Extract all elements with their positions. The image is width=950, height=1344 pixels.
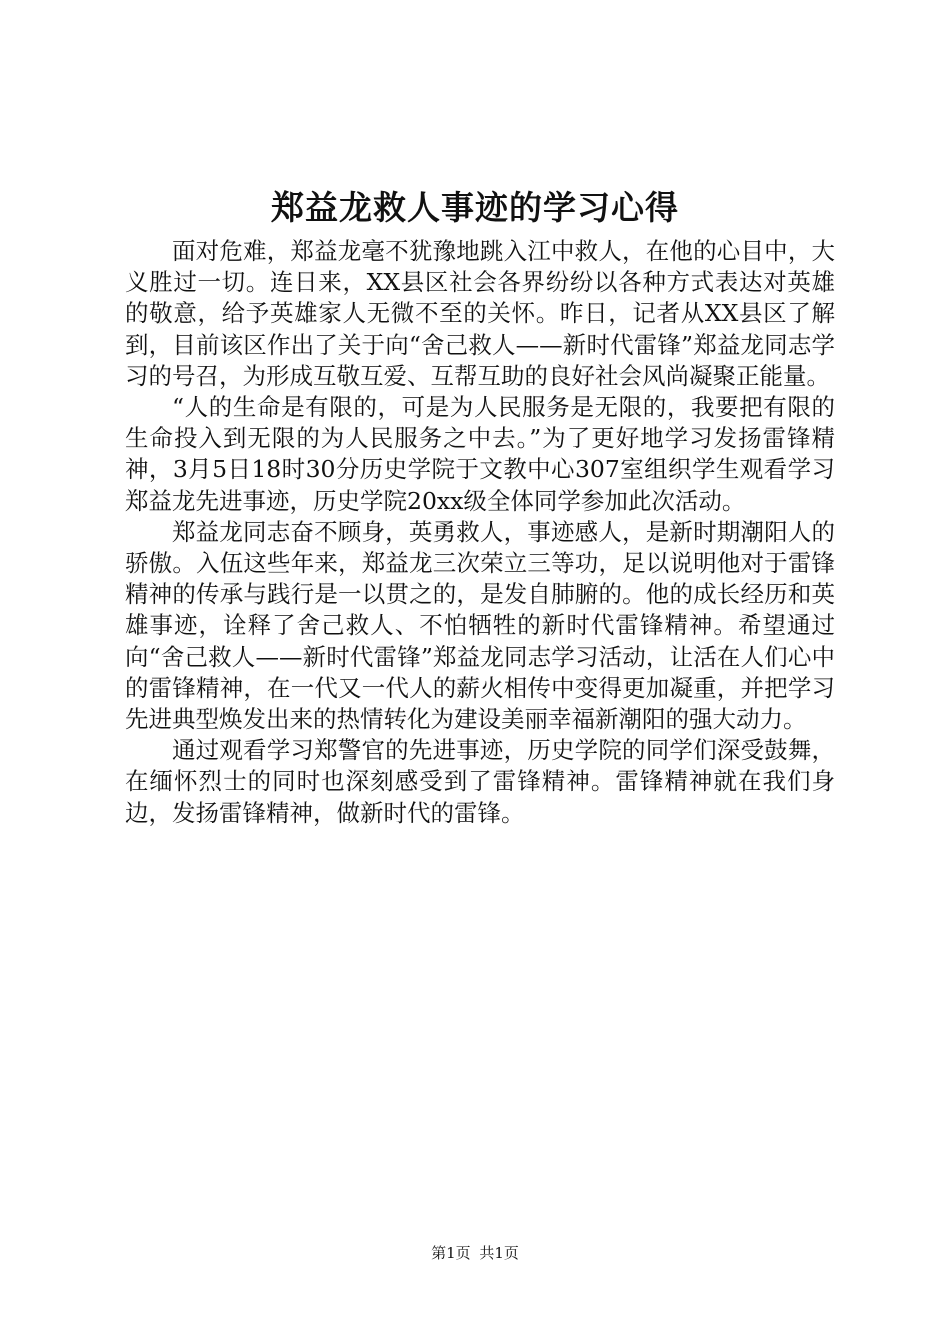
paragraph-4: 通过观看学习郑警官的先进事迹，历史学院的同学们深受鼓舞，在缅怀烈士的同时也深刻感受到了雷锋精神。雷锋精神就在我们身边，发扬雷锋精神，做新时代的雷锋。 — [125, 736, 835, 827]
page-footer — [0, 1243, 950, 1263]
page-total: 共1页 — [479, 1244, 519, 1262]
paragraph-1: 面对危难，郑益龙毫不犹豫地跳入江中救人，在他的心目中，大义胜过一切。连日来，XX县区社会各界纷纷以各种方式表达对英雄的敬意，给予英雄家人无微不至的关怀。昨日，记者从XX县区了解到，目前该区作出了关于向“舍己救人——新时代雷锋”郑益龙同志学习的号召，为形成互敬互爱、互帮互助的良好社会风尚凝聚正能量。 — [125, 237, 835, 390]
page-number: 第1页 — [431, 1244, 471, 1262]
paragraph-2: “人的生命是有限的，可是为人民服务是无限的，我要把有限的生命投入到无限的为人民服务之中去。”为了更好地学习发扬雷锋精神，3月5日18时30分历史学院于文教中心307室组织学生观看学习郑益龙先进事迹，历史学院20xx级全体同学参加此次活动。 — [125, 393, 835, 515]
paragraph-3: 郑益龙同志奋不顾身，英勇救人，事迹感人，是新时期潮阳人的骄傲。入伍这些年来，郑益龙三次荣立三等功，足以说明他对于雷锋精神的传承与践行是一以贯之的，是发自肺腑的。他的成长经历和英雄事迹，诠释了舍己救人、不怕牺牲的新时代雷锋精神。希望通过向“舍己救人——新时代雷锋”郑益龙同志学习活动，让活在人们心中的雷锋精神，在一代又一代人的薪火相传中变得更加凝重，并把学习先进典型焕发出来的热情转化为建设美丽幸福新潮阳的强大动力。 — [125, 517, 835, 734]
document-title: 郑益龙救人事迹的学习心得 — [271, 188, 679, 227]
document-body — [125, 236, 835, 829]
